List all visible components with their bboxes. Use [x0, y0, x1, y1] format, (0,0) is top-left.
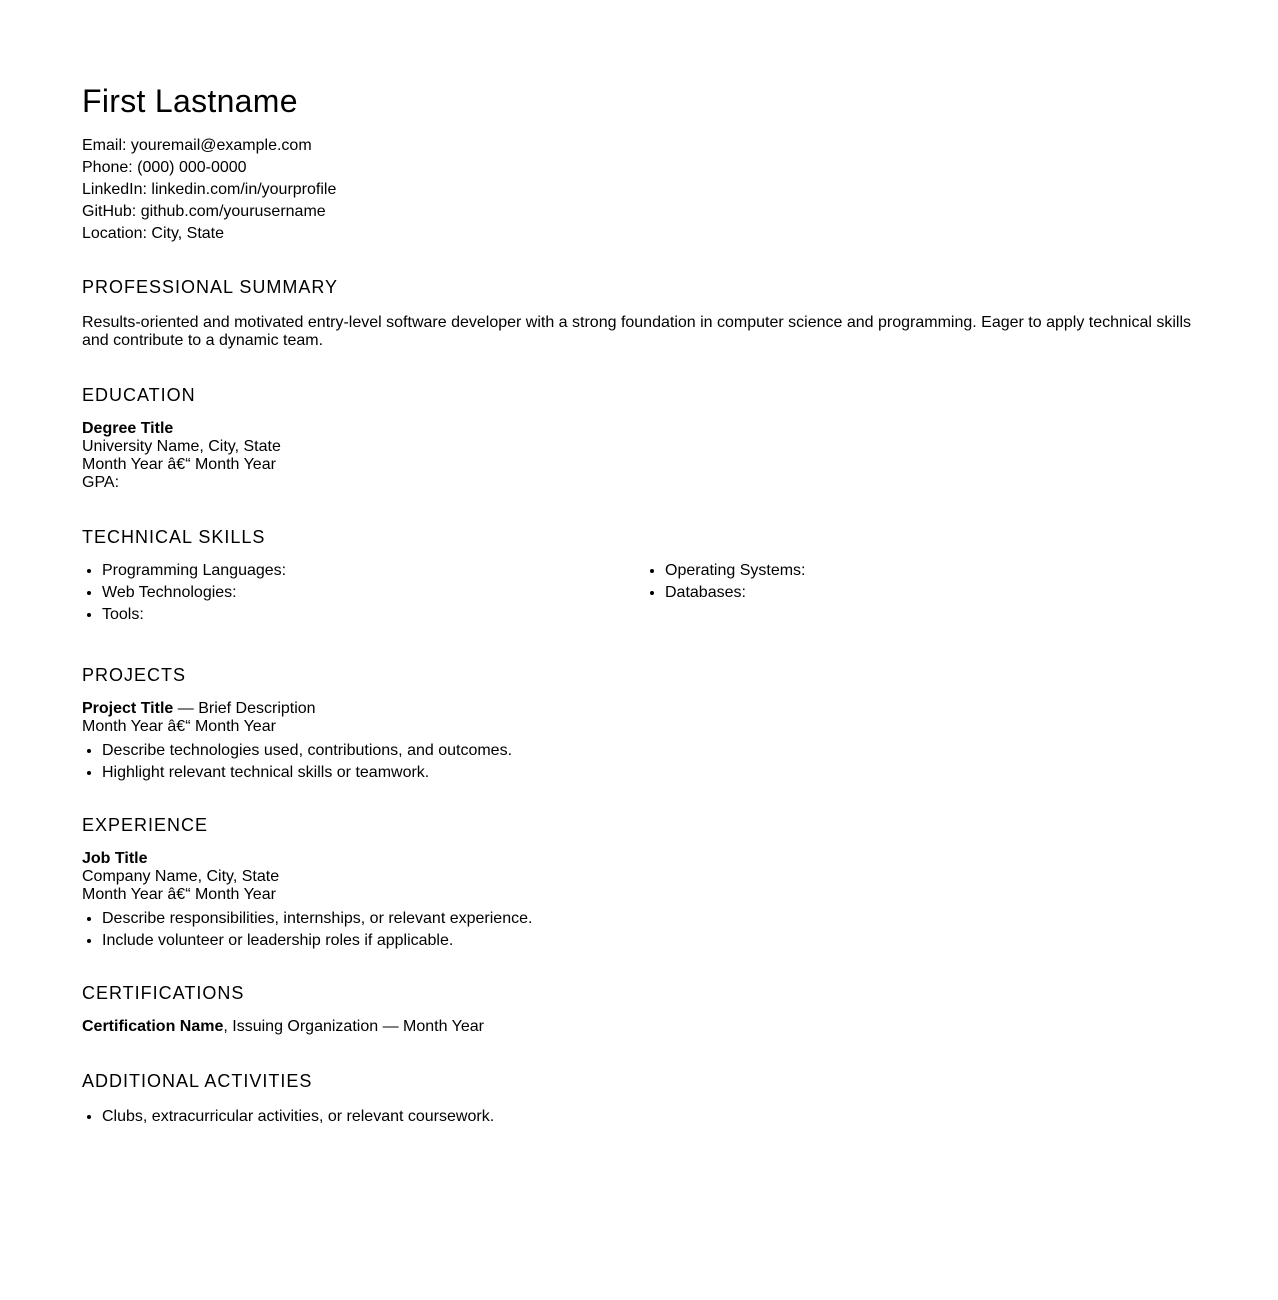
- skill-item: • Databases:: [665, 582, 1208, 604]
- certification-entry: [82, 1018, 1208, 1036]
- project-dates: Month Year â€“ Month Year: [82, 718, 276, 735]
- list-item: • Include volunteer or leadership roles if applicable.: [102, 930, 1208, 952]
- experience-entry: [82, 850, 1208, 952]
- list-item: • Highlight relevant technical skills or teamwork.: [102, 762, 1208, 784]
- skill-item: • Operating Systems:: [665, 560, 1208, 582]
- skills-left-list: [82, 560, 645, 626]
- certification-name: Certification Name: [82, 1018, 224, 1035]
- activities-bullets: [82, 1106, 1208, 1128]
- skill-item: • Web Technologies:: [102, 582, 645, 604]
- contact-phone: Phone: (000) 000-0000: [82, 159, 247, 176]
- summary-heading: PROFESSIONAL SUMMARY: [82, 277, 339, 297]
- summary-text: Results-oriented and motivated entry-level software developer with a strong foundation in computer science and programming. Eager to apply technical skills and contribute to a dynamic team.: [82, 314, 1192, 349]
- project-title: Project Title: [82, 700, 174, 717]
- list-item: • Describe technologies used, contributions, and outcomes.: [102, 740, 1208, 762]
- degree-title: Degree Title: [82, 420, 174, 437]
- skill-item: • Programming Languages:: [102, 560, 645, 582]
- project-title-line: [82, 700, 1208, 718]
- experience-bullets: [82, 908, 1208, 952]
- skills-right-list: [645, 560, 1208, 626]
- contact-block: [82, 135, 1208, 245]
- resume-name: First Lastname: [82, 83, 298, 119]
- experience-dates: Month Year â€“ Month Year: [82, 886, 276, 903]
- job-title: Job Title: [82, 850, 148, 867]
- school-name: University Name, City, State: [82, 438, 281, 455]
- contact-email: Email: youremail@example.com: [82, 137, 312, 154]
- certifications-heading: CERTIFICATIONS: [82, 983, 245, 1003]
- list-item: • Describe responsibilities, internships, or relevant experience.: [102, 908, 1208, 930]
- contact-linkedin: LinkedIn: linkedin.com/in/yourprofile: [82, 181, 337, 198]
- list-item: • Clubs, extracurricular activities, or relevant coursework.: [102, 1106, 1208, 1128]
- experience-heading: EXPERIENCE: [82, 815, 209, 835]
- activities-heading: ADDITIONAL ACTIVITIES: [82, 1071, 313, 1091]
- project-entry: [82, 700, 1208, 784]
- education-gpa: GPA:: [82, 474, 120, 491]
- education-entry: [82, 420, 1208, 492]
- contact-github: GitHub: github.com/yourusername: [82, 203, 326, 220]
- education-heading: EDUCATION: [82, 385, 196, 405]
- skills-grid: [82, 560, 1208, 626]
- certification-details: , Issuing Organization — Month Year: [223, 1018, 484, 1035]
- contact-location: Location: City, State: [82, 225, 224, 242]
- project-bullets: [82, 740, 1208, 784]
- project-description: — Brief Description: [173, 700, 316, 717]
- projects-heading: PROJECTS: [82, 665, 187, 685]
- education-dates: Month Year â€“ Month Year: [82, 456, 276, 473]
- skill-item: • Tools:: [102, 604, 645, 626]
- company-name: Company Name, City, State: [82, 868, 280, 885]
- skills-heading: TECHNICAL SKILLS: [82, 527, 266, 547]
